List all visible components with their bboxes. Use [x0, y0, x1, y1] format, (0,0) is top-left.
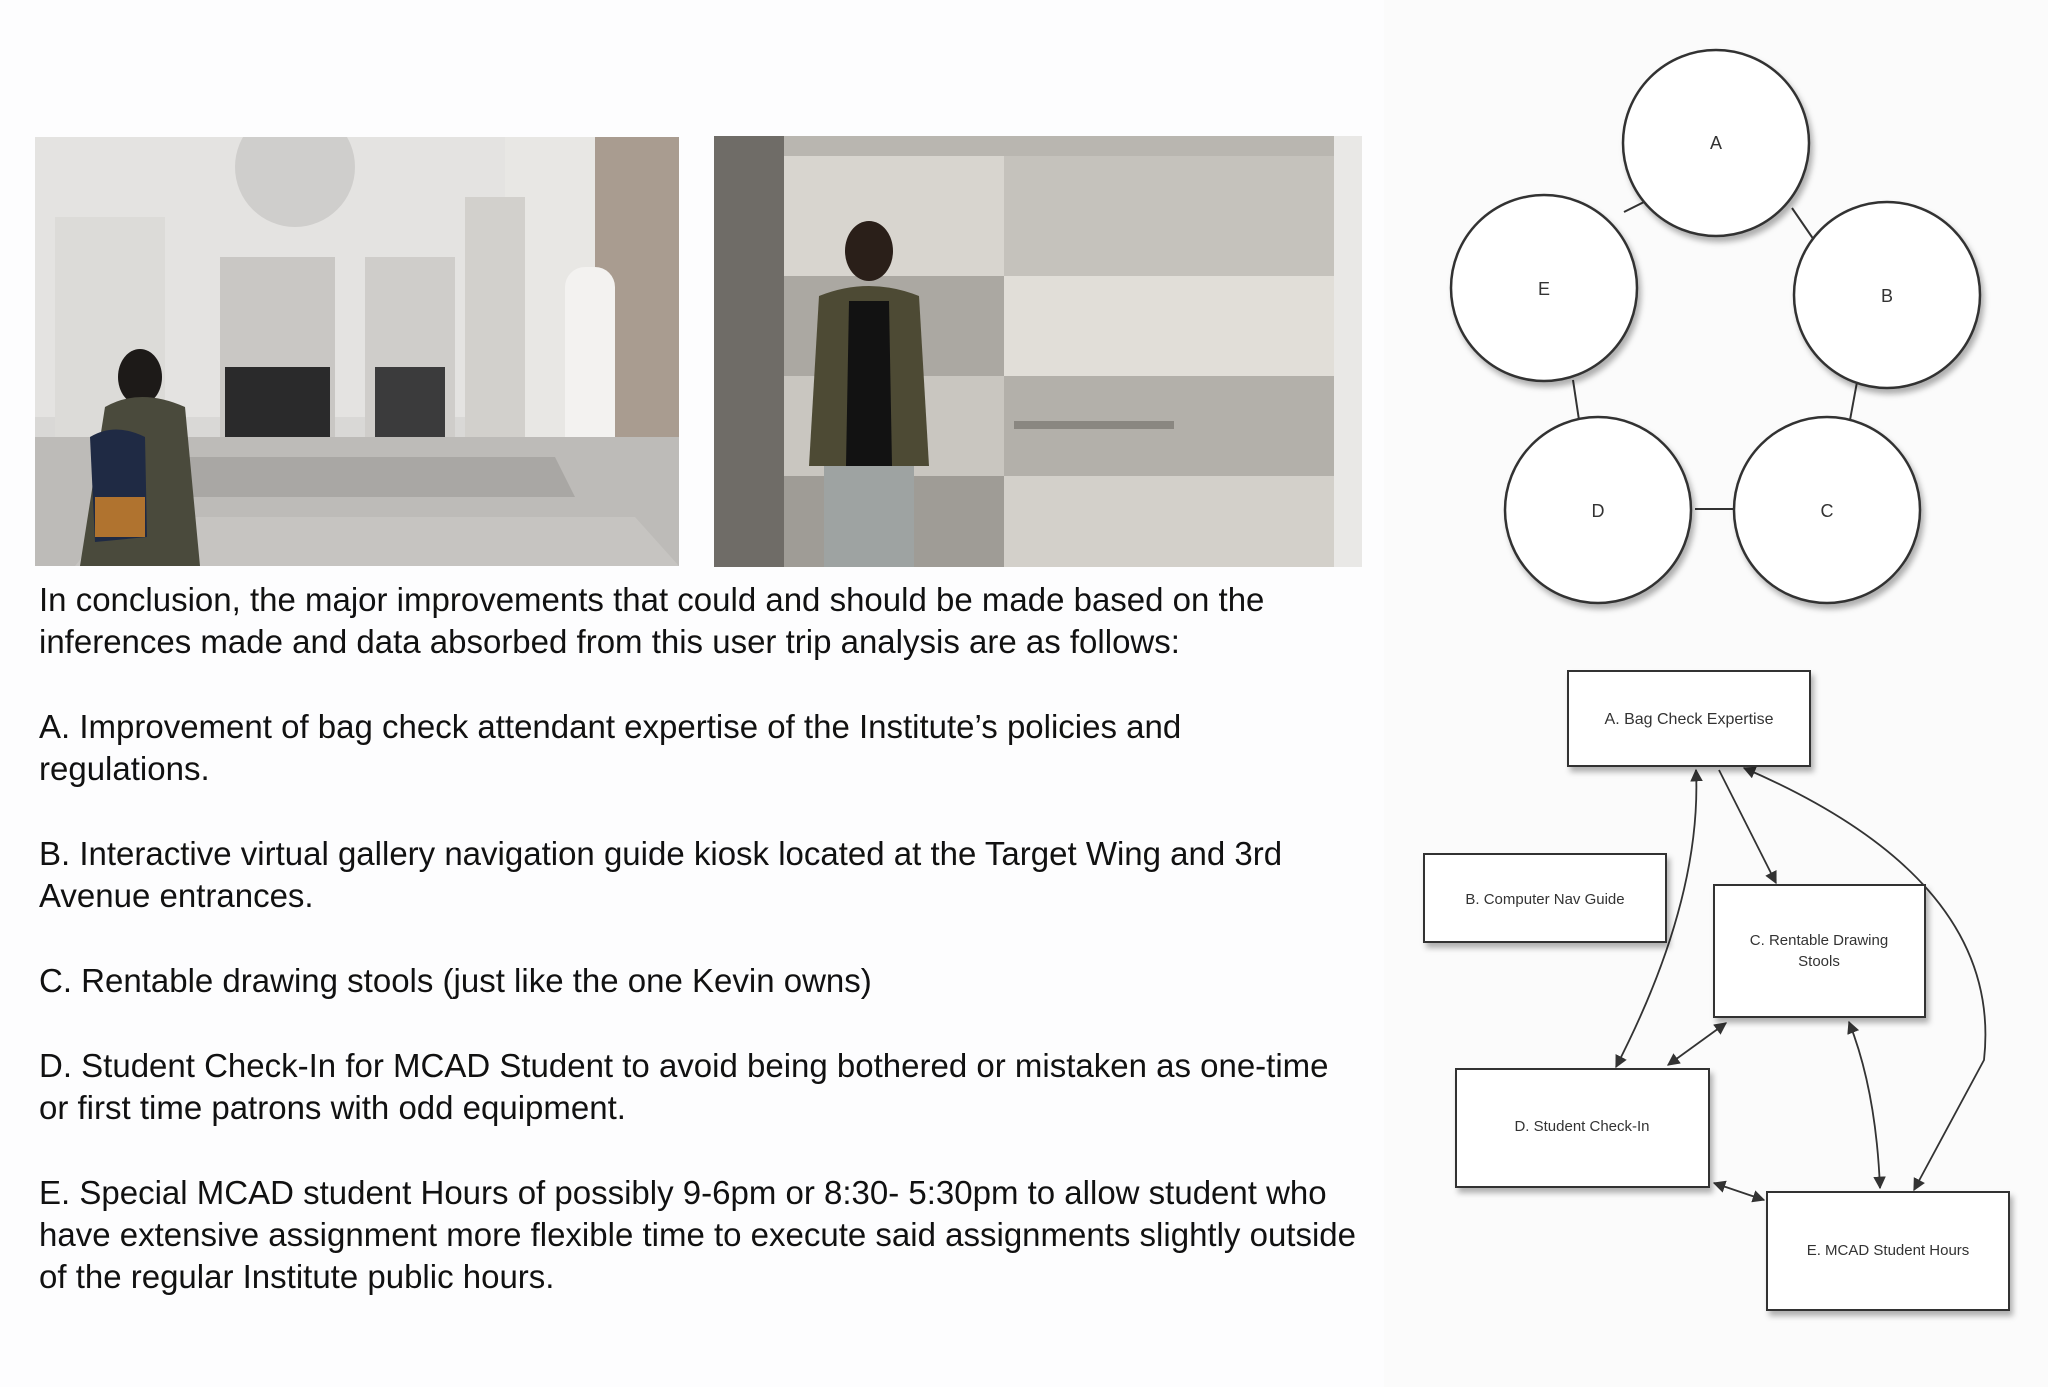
box-label-d: D. Student Check-In: [1514, 1118, 1650, 1135]
improvement-item-e: E. Special MCAD student Hours of possibly 9-6pm or 8:30- 5:30pm to allow student who have extensive assignment more flexible time to execute said assignments slightly outside of the regular Institute public hours.: [39, 1174, 1357, 1295]
node-circle-c: [1734, 417, 1920, 603]
arrow-a-c: [1719, 770, 1776, 883]
node-label-a: A: [1709, 133, 1723, 153]
node-circle-b: [1794, 202, 1980, 388]
conclusion-intro: In conclusion, the major improvements that could and should be made based on the inferences made and data absorbed from this user trip analysis are as follows:: [39, 581, 1265, 660]
box-label-c-line2: Stools: [1798, 953, 1840, 970]
improvement-item-c: C. Rentable drawing stools (just like the one Kevin owns): [39, 962, 872, 999]
box-label-c-line1: C. Rentable Drawing: [1749, 932, 1889, 949]
edge-a-b: [1792, 208, 1814, 240]
box-rentable-drawing-stools: [1714, 885, 1925, 1017]
diagram-panel: [1384, 0, 2048, 1387]
node-label-b: B: [1880, 286, 1894, 306]
box-label-a: A. Bag Check Expertise: [1604, 711, 1774, 728]
arrow-d-e: [1714, 1183, 1764, 1200]
photo-student-standing: [714, 136, 1362, 567]
box-computer-nav-guide: [1424, 854, 1666, 942]
box-mcad-student-hours: [1767, 1192, 2009, 1310]
arrow-d-c: [1668, 1023, 1726, 1065]
box-label-b: B. Computer Nav Guide: [1465, 891, 1625, 908]
node-label-d: D: [1591, 501, 1605, 521]
box-bag-check-expertise: [1568, 671, 1810, 766]
flow-diagram: [1424, 671, 2009, 1310]
box-student-check-in: [1456, 1069, 1709, 1187]
diagrams: [1384, 0, 2048, 1387]
node-label-e: E: [1537, 279, 1551, 299]
building-entrance-photo: [35, 137, 679, 566]
node-circle-e: [1451, 195, 1637, 381]
improvement-item-a: A. Improvement of bag check attendant expertise of the Institute’s policies and regulations.: [39, 708, 1182, 787]
circle-network-diagram: [1451, 50, 1980, 603]
box-label-e: E. MCAD Student Hours: [1806, 1242, 1970, 1259]
improvement-item-b: B. Interactive virtual gallery navigation guide kiosk located at the Target Wing and 3rd Avenue entrances.: [39, 835, 1283, 914]
conclusion-text: [39, 579, 1359, 1341]
node-label-c: C: [1820, 501, 1834, 521]
arrow-c-e: [1849, 1022, 1880, 1188]
photo-student-walking: [35, 137, 679, 566]
edge-b-c: [1850, 382, 1857, 420]
node-circle-d: [1505, 417, 1691, 603]
node-circle-a: [1623, 50, 1809, 236]
edge-e-d: [1573, 380, 1579, 420]
steel-wall-photo: [714, 136, 1362, 567]
improvement-item-d: D. Student Check-In for MCAD Student to avoid being bothered or mistaken as one-time or first time patrons with odd equipment.: [39, 1047, 1329, 1126]
